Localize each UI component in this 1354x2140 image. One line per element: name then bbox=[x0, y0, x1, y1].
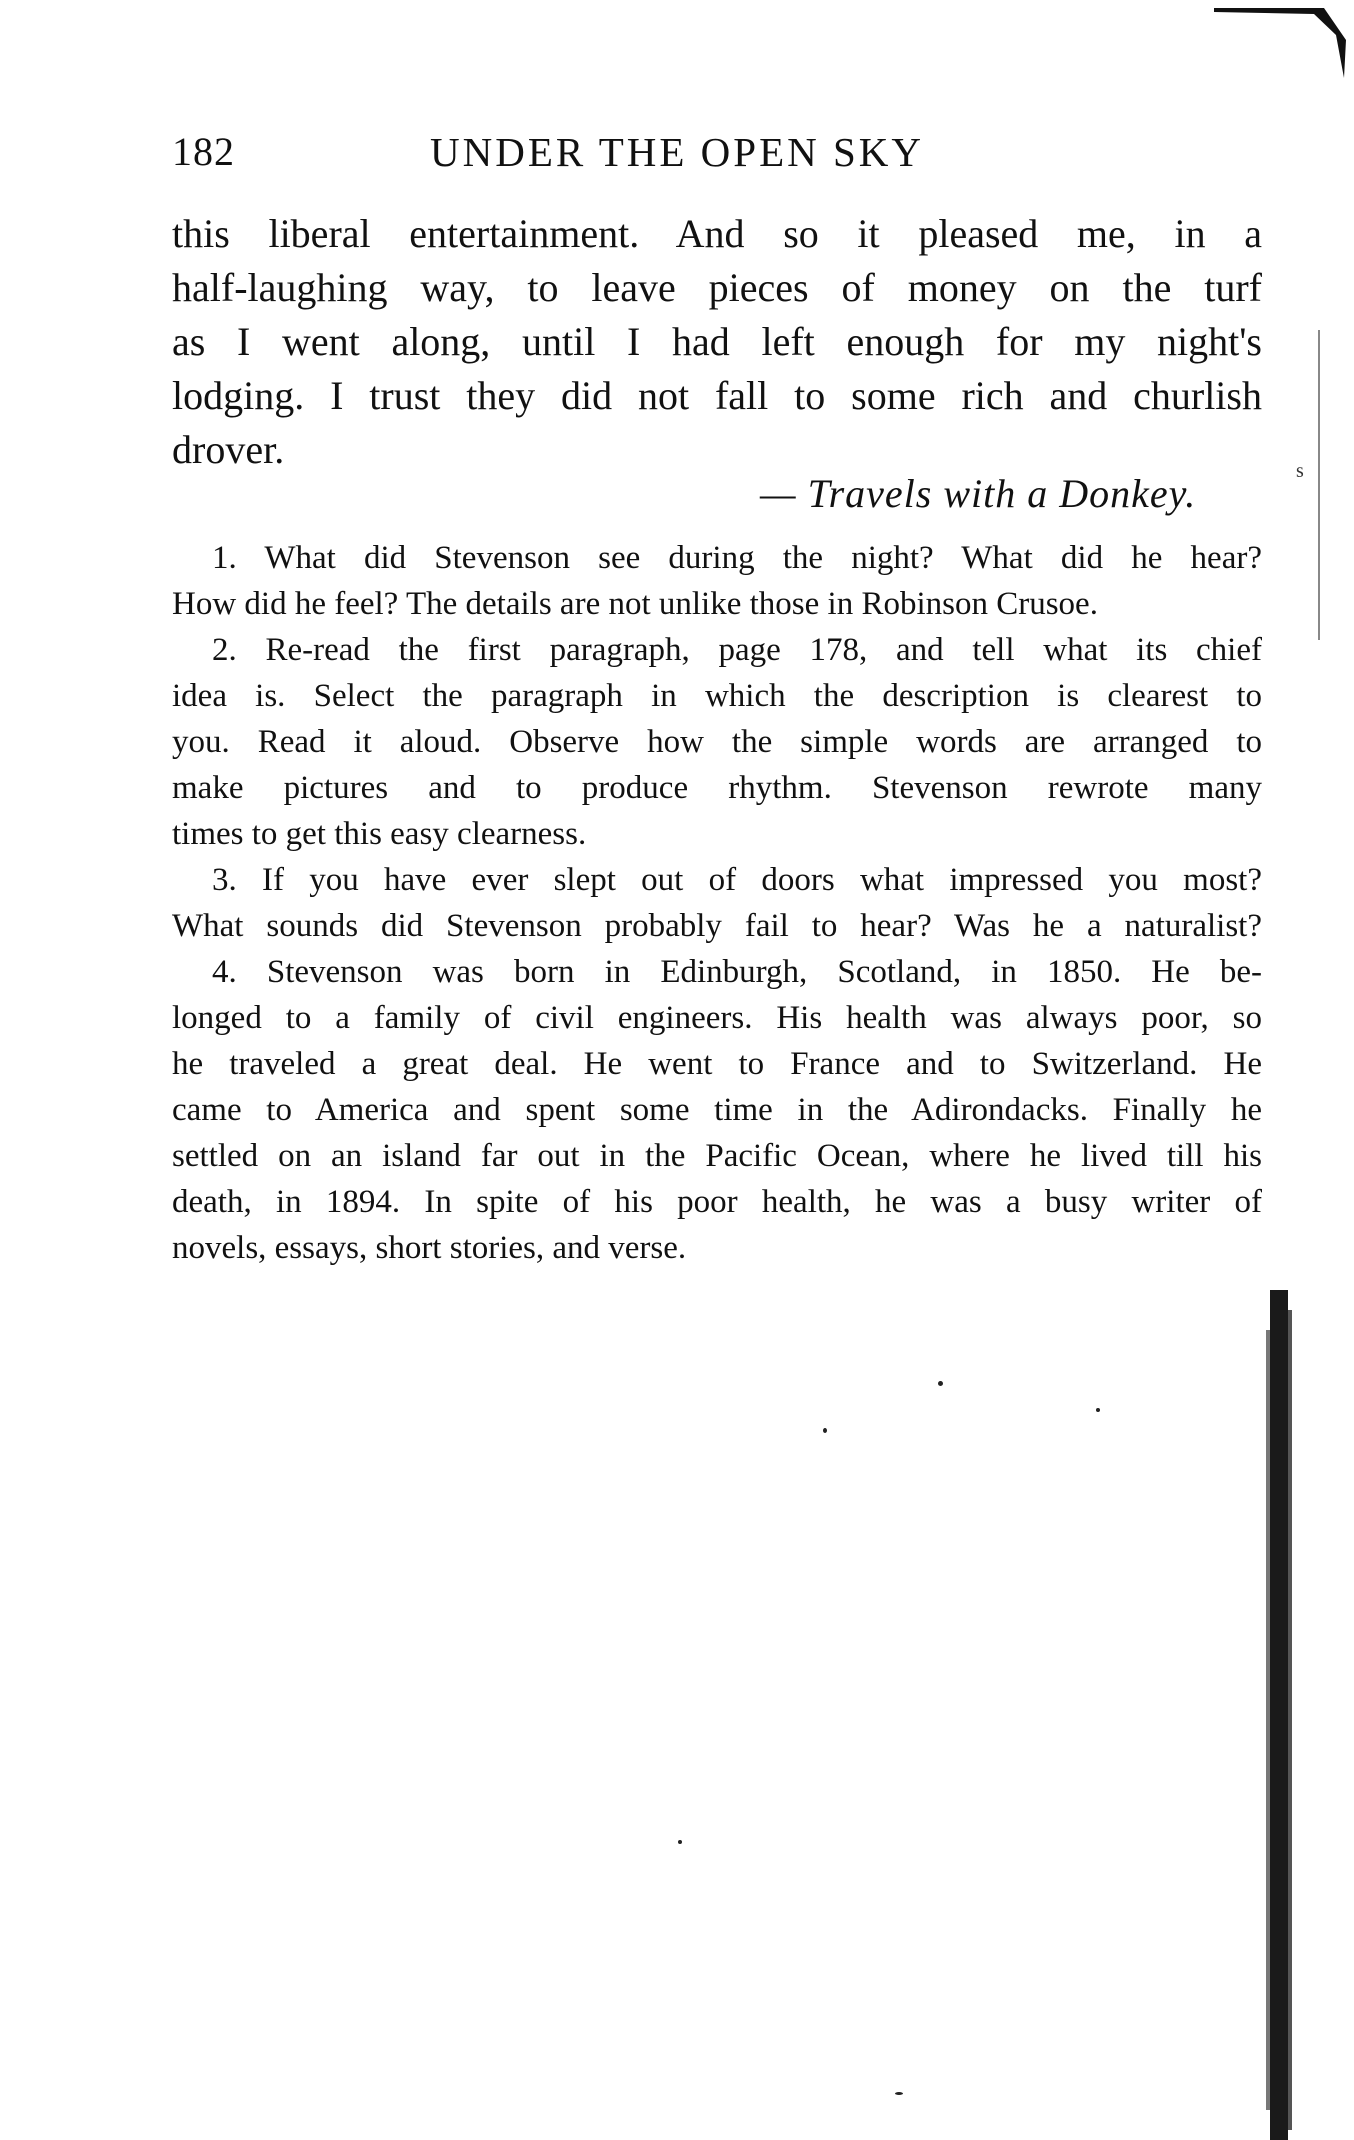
speck bbox=[678, 1840, 682, 1844]
passage-line: half-laughing way, to leave pieces of money on the turf bbox=[172, 265, 1262, 310]
questions-list bbox=[172, 535, 1262, 1271]
speck bbox=[1096, 1408, 1100, 1412]
passage-line: drover. bbox=[172, 427, 285, 472]
running-title: UNDER THE OPEN SKY bbox=[430, 129, 925, 175]
question-line: longed to a family of civil engineers. His health was always poor, so bbox=[172, 1000, 1262, 1036]
citation: — Travels with a Donkey. bbox=[760, 471, 1197, 516]
question-line: you. Read it aloud. Observe how the simple words are arranged to bbox=[172, 724, 1262, 760]
question-line: he traveled a great deal. He went to France and to Switzerland. He bbox=[172, 1046, 1262, 1082]
passage bbox=[172, 207, 1262, 477]
question-line: What sounds did Stevenson probably fail to hear? Was he a naturalist? bbox=[172, 908, 1262, 944]
question-3 bbox=[172, 857, 1262, 949]
question-line: make pictures and to produce rhythm. Stevenson rewrote many bbox=[172, 770, 1262, 806]
question-line: 4. Stevenson was born in Edinburgh, Scotland, in 1850. He be- bbox=[212, 954, 1262, 990]
question-line: 2. Re-read the first paragraph, page 178, and tell what its chief bbox=[212, 632, 1262, 668]
question-2 bbox=[172, 627, 1262, 857]
question-1 bbox=[172, 535, 1262, 627]
page-edge-line bbox=[1318, 330, 1320, 640]
question-line: came to America and spent some time in the Adirondacks. Finally he bbox=[172, 1092, 1262, 1128]
speck bbox=[823, 1428, 827, 1433]
question-line: 1. What did Stevenson see during the night? What did he hear? bbox=[212, 540, 1262, 576]
question-line: 3. If you have ever slept out of doors what impressed you most? bbox=[212, 862, 1262, 898]
page-number: 182 bbox=[172, 129, 235, 174]
edge-letter: s bbox=[1296, 460, 1304, 482]
question-line: settled on an island far out in the Pacific Ocean, where he lived till his bbox=[172, 1138, 1262, 1174]
question-line: death, in 1894. In spite of his poor health, he was a busy writer of bbox=[172, 1184, 1262, 1220]
question-4 bbox=[172, 949, 1262, 1271]
question-line: How did he feel? The details are not unlike those in Robinson Crusoe. bbox=[172, 586, 1098, 622]
speck bbox=[895, 2092, 903, 2095]
passage-line: lodging. I trust they did not fall to some rich and churlish bbox=[172, 373, 1262, 418]
passage-line: this liberal entertainment. And so it pleased me, in a bbox=[172, 211, 1262, 256]
question-line: idea is. Select the paragraph in which the description is clearest to bbox=[172, 678, 1262, 714]
binding-edge-shadow bbox=[1262, 1290, 1302, 2140]
question-line: novels, essays, short stories, and verse. bbox=[172, 1230, 687, 1266]
corner-arrow-mark bbox=[1204, 0, 1354, 80]
speck bbox=[938, 1381, 943, 1386]
page-header bbox=[172, 128, 1262, 188]
passage-line: as I went along, until I had left enough for my night's bbox=[172, 319, 1262, 364]
question-line: times to get this easy clearness. bbox=[172, 816, 587, 852]
